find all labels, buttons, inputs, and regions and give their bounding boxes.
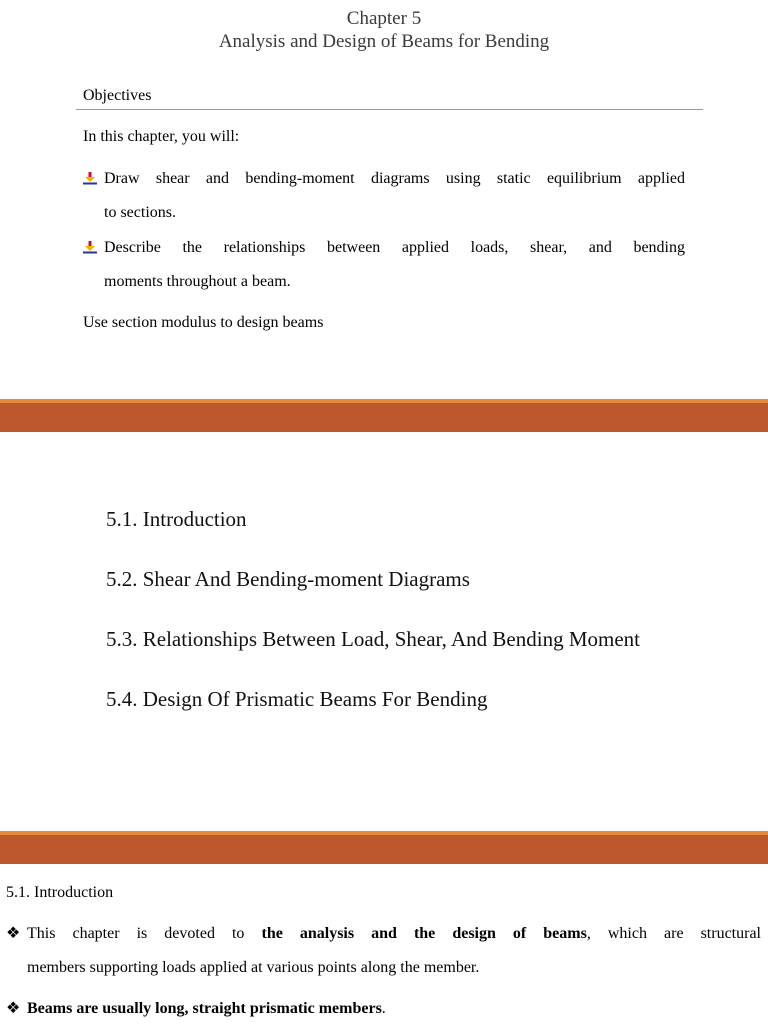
objectives-divider <box>76 109 703 110</box>
toc-item-shear-bending-moment: 5.2. Shear And Bending-moment Diagrams <box>106 567 470 591</box>
intro-paragraph-1-line1 <box>27 917 761 951</box>
objective-bullet-1 <box>83 162 685 230</box>
objectives-extra: Use section modulus to design beams <box>83 314 324 331</box>
objective-bullet-1-line1: Draw shear and bending-moment diagrams using static equilibrium applied <box>104 170 685 187</box>
intro-text-pre: This chapter is devoted to <box>27 925 245 942</box>
objectives-heading: Objectives <box>83 87 152 104</box>
intro-paragraph-2 <box>27 992 761 1026</box>
objectives-intro: In this chapter, you will: <box>83 128 240 145</box>
diamond-bullet-icon: ❖ <box>6 925 21 942</box>
intro-text-post: , which are structural <box>586 925 762 942</box>
slide-divider-band <box>0 399 768 432</box>
diamond-bullet-icon: ❖ <box>6 1000 21 1017</box>
intro-paragraph-1-line2: members supporting loads applied at various points along the member. <box>27 959 480 976</box>
beams-statement-post: . <box>381 1000 386 1017</box>
objective-bullet-2-line1: Describe the relationships between applied loads, shear, and bending <box>104 239 685 256</box>
down-arrow-bullet-icon <box>83 171 97 185</box>
beams-statement-bold: Beams are usually long, straight prismatic members <box>27 1000 382 1017</box>
objective-bullet-2 <box>83 231 685 299</box>
objective-bullet-1-line2: to sections. <box>104 204 176 221</box>
down-arrow-bullet-icon <box>83 240 97 254</box>
objective-bullet-2-line2: moments throughout a beam. <box>104 273 291 290</box>
section-heading: 5.1. Introduction <box>6 884 114 901</box>
toc-item-design-prismatic: 5.4. Design Of Prismatic Beams For Bending <box>106 687 488 711</box>
intro-paragraph-1 <box>27 917 761 985</box>
toc-item-relationships: 5.3. Relationships Between Load, Shear, And Bending Moment <box>106 627 641 651</box>
slide-divider-band <box>0 831 768 864</box>
chapter-title: Analysis and Design of Beams for Bending <box>218 31 550 52</box>
chapter-number: Chapter 5 <box>346 8 422 29</box>
intro-text-bold: the analysis and the design of beams <box>261 925 587 942</box>
toc-item-introduction: 5.1. Introduction <box>106 507 247 531</box>
